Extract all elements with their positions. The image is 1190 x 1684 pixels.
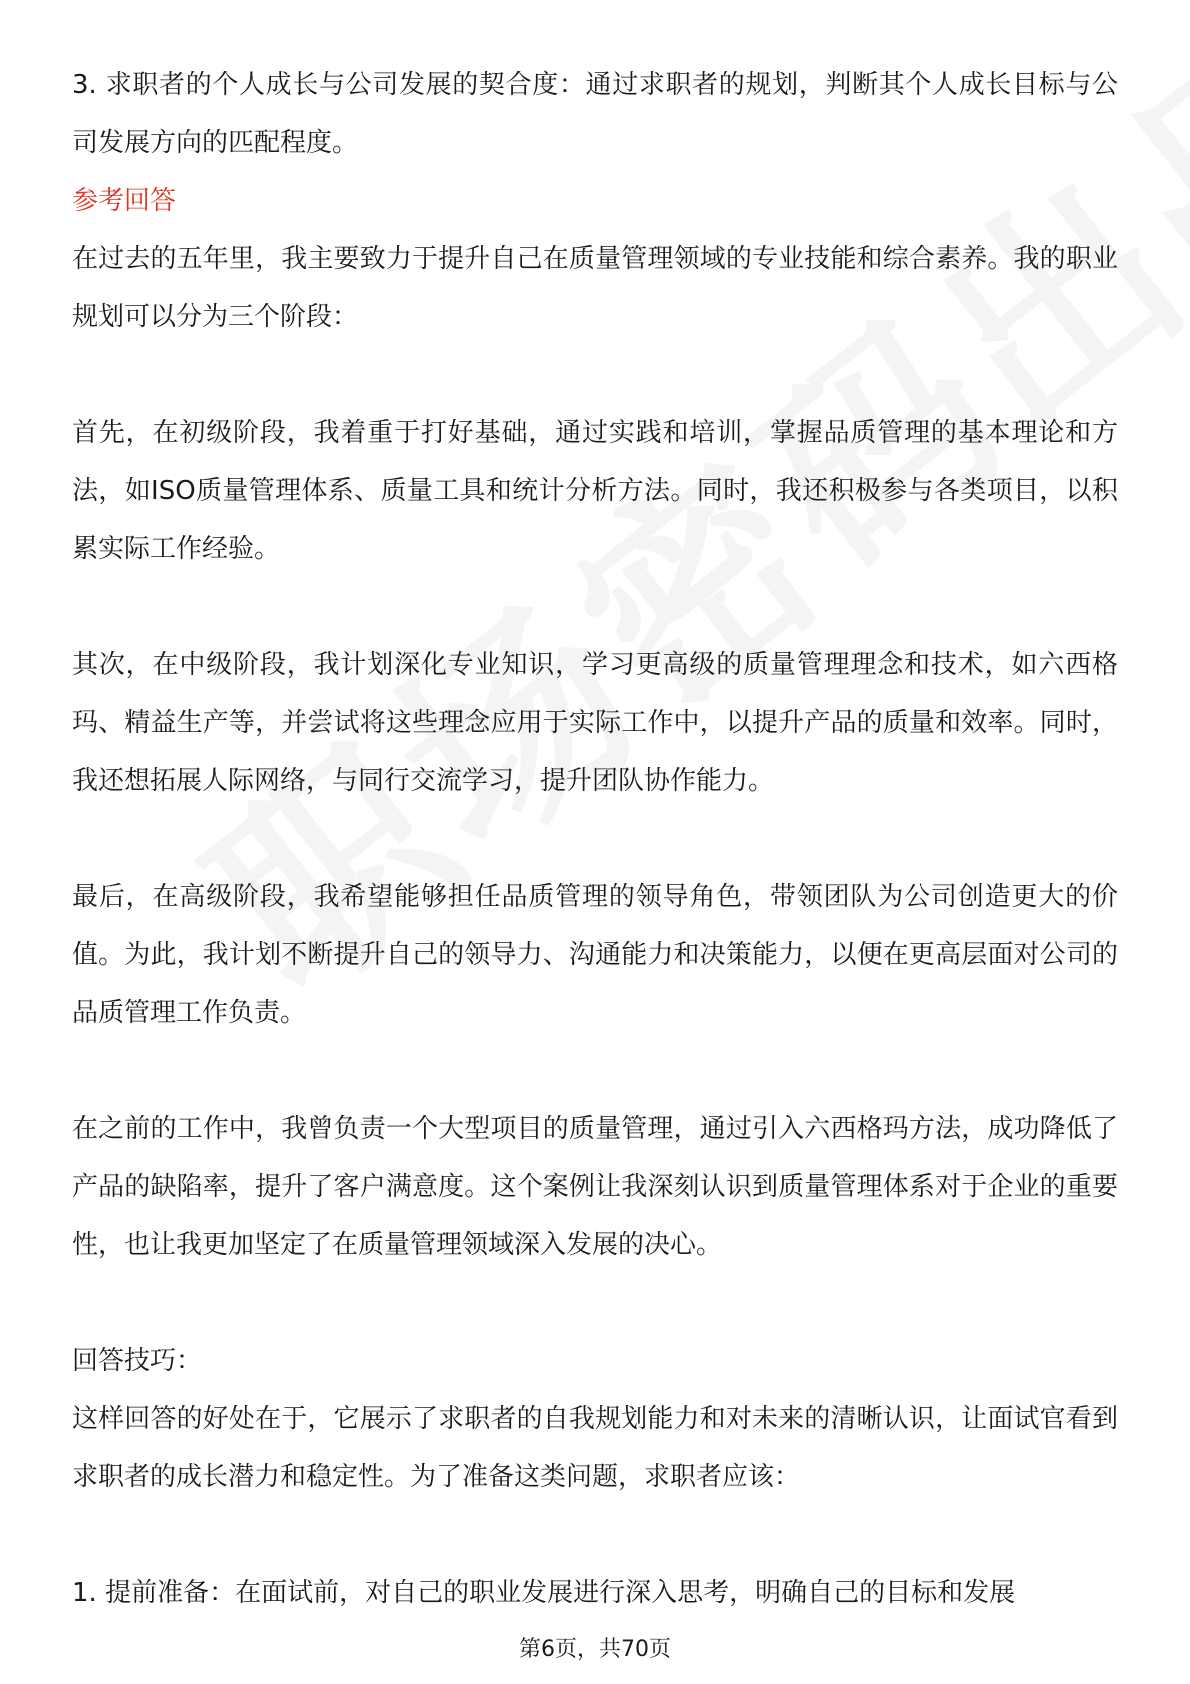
tips-heading: 回答技巧： (72, 1346, 203, 1376)
tips-body: 这样回答的好处在于，它展示了求职者的自我规划能力和对未来的清晰认识，让面试官看到求职者的成长潜力和稳定性。为了准备这类问题，求职者应该： (72, 1404, 1118, 1492)
tip-1: 1. 提前准备：在面试前，对自己的职业发展进行深入思考，明确自己的目标和发展 (72, 1578, 1016, 1608)
criterion-3: 3. 求职者的个人成长与公司发展的契合度：通过求职者的规划，判断其个人成长目标与公司发展方向的匹配程度。 (72, 70, 1118, 158)
answer-stage-2: 其次，在中级阶段，我计划深化专业知识，学习更高级的质量管理理念和技术，如六西格玛、精益生产等，并尝试将这些理念应用于实际工作中，以提升产品的质量和效率。同时，我还想拓展人际网络，与同行交流学习，提升团队协作能力。 (72, 650, 1118, 796)
answer-intro: 在过去的五年里，我主要致力于提升自己在质量管理领域的专业技能和综合素养。我的职业规划可以分为三个阶段： (72, 244, 1118, 332)
answer-stage-1: 首先，在初级阶段，我着重于打好基础，通过实践和培训，掌握品质管理的基本理论和方法，如ISO质量管理体系、质量工具和统计分析方法。同时，我还积极参与各类项目，以积累实际工作经验。 (72, 418, 1118, 564)
reference-answer-heading: 参考回答 (72, 186, 177, 216)
answer-stage-3: 最后，在高级阶段，我希望能够担任品质管理的领导角色，带领团队为公司创造更大的价值。为此，我计划不断提升自己的领导力、沟通能力和决策能力，以便在更高层面对公司的品质管理工作负责。 (72, 882, 1118, 1028)
answer-case: 在之前的工作中，我曾负责一个大型项目的质量管理，通过引入六西格玛方法，成功降低了产品的缺陷率，提升了客户满意度。这个案例让我深刻认识到质量管理体系对于企业的重要性，也让我更加坚定了在质量管理领域深入发展的决心。 (72, 1114, 1118, 1260)
page-number: 第6页，共70页 (519, 1637, 671, 1662)
document-body (72, 56, 1118, 1622)
